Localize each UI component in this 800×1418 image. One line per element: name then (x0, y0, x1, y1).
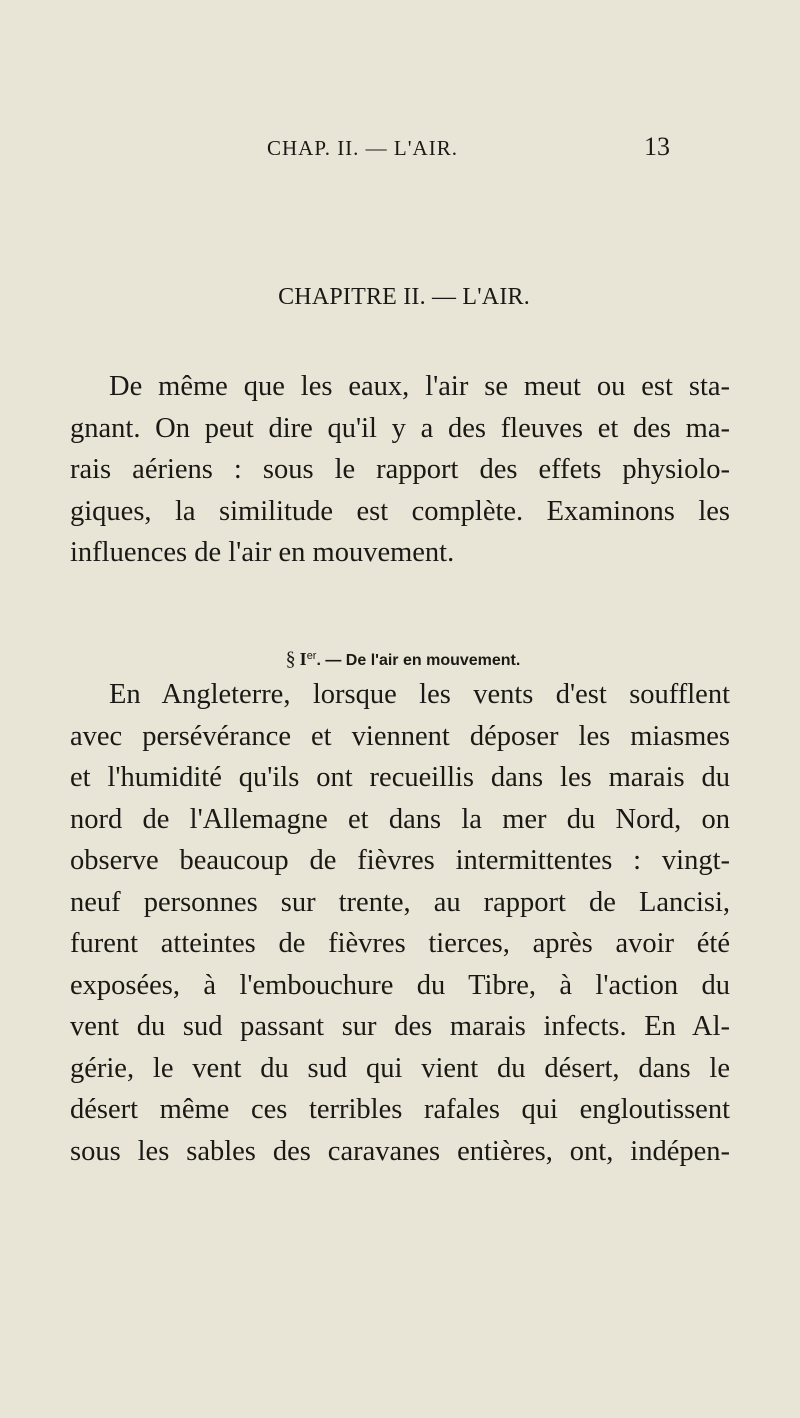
text-line: De même que les eaux, l'air se meut ou est sta- (109, 371, 730, 402)
paragraph-intro (70, 366, 730, 574)
section-symbol: § (285, 648, 296, 670)
section-number: I (299, 649, 307, 669)
text-line: rais aériens : sous le rapport des effets physiolo- (70, 454, 730, 485)
text-line: et l'humidité qu'ils ont recueillis dans les marais du (70, 762, 730, 793)
text-line: observe beaucoup de fièvres intermittentes : vingt- (70, 845, 730, 876)
text-line: nord de l'Allemagne et dans la mer du Nord, on (70, 803, 730, 835)
text-line: giques, la similitude est complète. Examinons les (70, 495, 730, 527)
text-line: sous les sables des caravanes entières, ont, indépen- (70, 1135, 730, 1167)
text-line: avec persévérance et viennent déposer les miasmes (70, 720, 730, 752)
chapter-title: CHAPITRE II. — L'AIR. (278, 284, 530, 310)
page-number: 13 (644, 132, 670, 161)
text-line: furent atteintes de fièvres tierces, après avoir été (70, 928, 730, 959)
text-line: gérie, le vent du sud qui vient du désert, dans le (70, 1052, 730, 1084)
text-line: exposées, à l'embouchure du Tibre, à l'action du (70, 969, 730, 1001)
text-line: vent du sud passant sur des marais infects. En Al- (70, 1011, 730, 1042)
text-line: En Angleterre, lorsque les vents d'est soufflent (109, 679, 730, 710)
running-head (0, 132, 800, 166)
section-heading (0, 648, 800, 671)
running-head-title: CHAP. II. — L'AIR. (267, 136, 458, 160)
text-line: influences de l'air en mouvement. (70, 537, 455, 568)
text-line: gnant. On peut dire qu'il y a des fleuves et des ma- (70, 412, 730, 444)
section-number-superscript: er (306, 650, 317, 662)
section-title: . — De l'air en mouvement. (316, 652, 521, 669)
text-line: désert même ces terribles rafales qui engloutissent (70, 1094, 730, 1125)
paragraph-body (70, 674, 730, 1172)
text-line: neuf personnes sur trente, au rapport de Lancisi, (70, 886, 730, 918)
